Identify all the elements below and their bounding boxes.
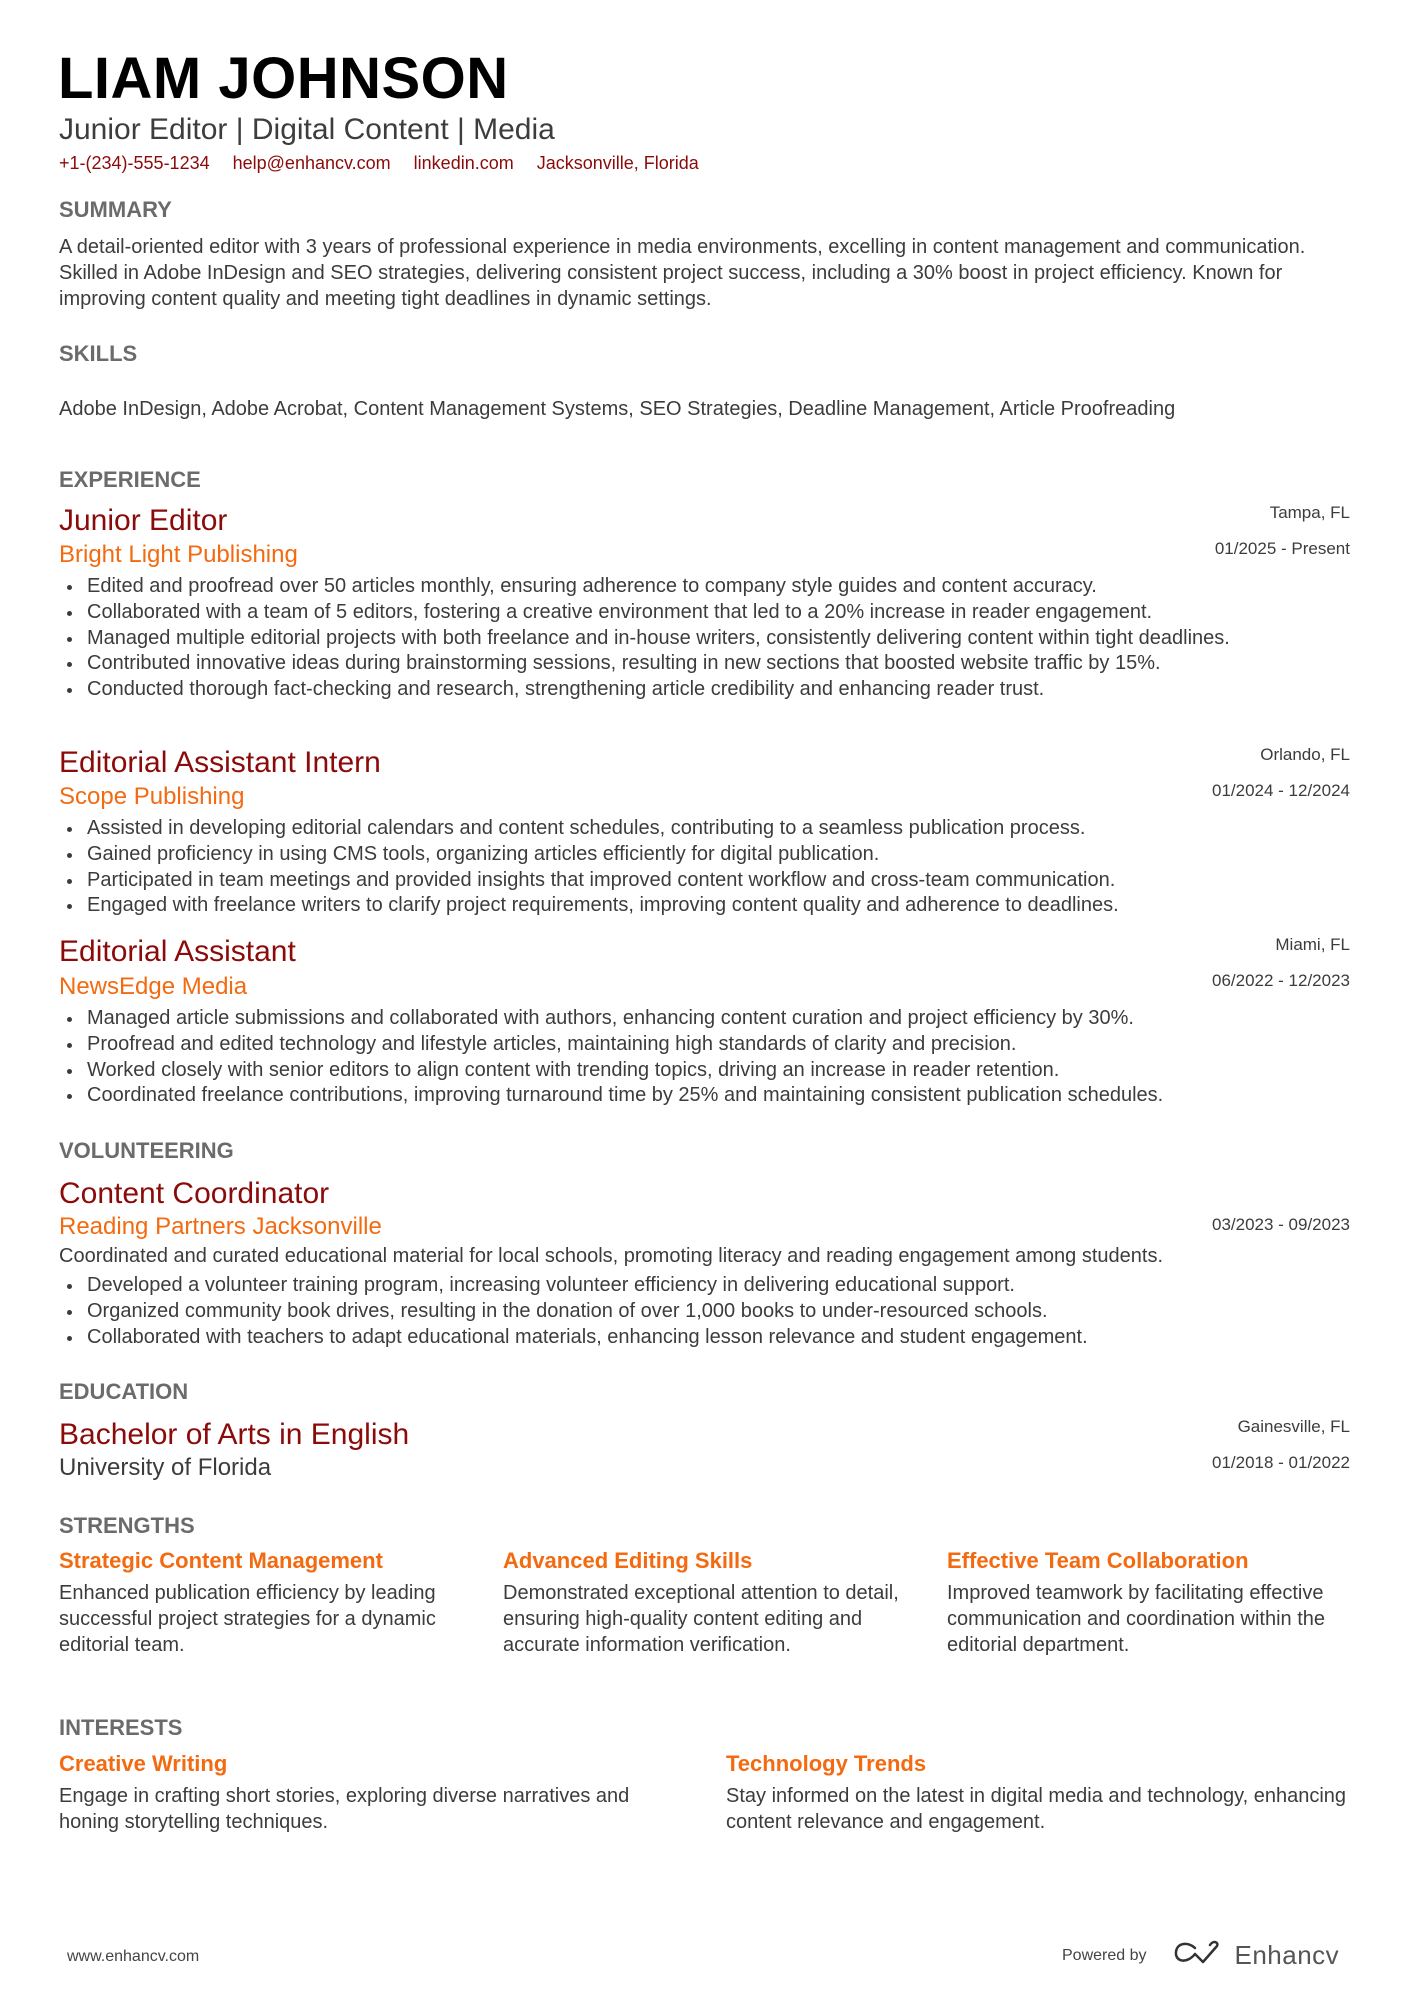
strength-title: Advanced Editing Skills — [503, 1548, 753, 1573]
powered-by — [1062, 1940, 1339, 1971]
strength-title: Strategic Content Management — [59, 1548, 383, 1573]
job-title: Junior Editor — [59, 504, 228, 537]
job-company: NewsEdge Media — [59, 973, 248, 1000]
skills-text: Adobe InDesign, Adobe Acrobat, Content Management Systems, SEO Strategies, Deadline Management, Article Proofreading — [59, 398, 1176, 420]
degree-title: Bachelor of Arts in English — [59, 1418, 410, 1451]
list-item: Assisted in developing editorial calendars and content schedules, contributing to a seamless publication process. — [59, 816, 1359, 842]
education-dates: 01/2018 - 01/2022 — [1211, 1453, 1350, 1472]
list-item: Contributed innovative ideas during brainstorming sessions, resulting in new sections that boosted website traffic by 15%. — [59, 651, 1359, 677]
strength-item — [59, 1547, 469, 1658]
list-item: Edited and proofread over 50 articles monthly, ensuring adherence to company style guides and content accuracy. — [59, 574, 1359, 600]
list-item: Developed a volunteer training program, increasing volunteer efficiency in delivering educational support. — [59, 1273, 1359, 1299]
job-location: Miami, FL — [1275, 935, 1350, 954]
list-item: Collaborated with teachers to adapt educational materials, enhancing lesson relevance and student engagement. — [59, 1325, 1359, 1351]
school-name: University of Florida — [59, 1454, 272, 1481]
interest-item — [726, 1750, 1356, 1836]
job-title: Editorial Assistant — [59, 935, 296, 968]
list-item: Gained proficiency in using CMS tools, organizing articles efficiently for digital publication. — [59, 842, 1359, 868]
volunteer-role: Content Coordinator — [59, 1177, 330, 1210]
volunteer-organization: Reading Partners Jacksonville — [59, 1213, 382, 1240]
contact-info — [59, 151, 717, 175]
list-item: Managed multiple editorial projects with both freelance and in-house writers, consistently delivering content within tight deadlines. — [59, 626, 1359, 652]
strength-title: Effective Team Collaboration — [947, 1548, 1249, 1573]
volunteer-bullets — [59, 1273, 1359, 1350]
interest-title: Technology Trends — [726, 1751, 927, 1776]
enhancv-logo-icon — [1173, 1940, 1223, 1971]
job-location: Tampa, FL — [1269, 503, 1350, 522]
strength-description: Enhanced publication efficiency by leading successful project strategies for a dynamic editorial team. — [59, 1582, 436, 1656]
location-text: Jacksonville, Florida — [536, 153, 699, 173]
linkedin-link[interactable]: linkedin.com — [413, 153, 514, 173]
interest-title: Creative Writing — [59, 1751, 228, 1776]
list-item: Managed article submissions and collaborated with authors, enhancing content curation and project efficiency by 30%. — [59, 1006, 1359, 1032]
list-item: Coordinated freelance contributions, improving turnaround time by 25% and maintaining consistent publication schedules. — [59, 1083, 1359, 1109]
candidate-headline: Junior Editor | Digital Content | Media — [59, 113, 555, 146]
interest-description: Stay informed on the latest in digital media and technology, enhancing content relevance and engagement. — [726, 1785, 1347, 1833]
experience-heading: EXPERIENCE — [59, 467, 201, 492]
volunteer-description: Coordinated and curated educational material for local schools, promoting literacy and reading engagement among students. — [59, 1245, 1164, 1267]
job-title: Editorial Assistant Intern — [59, 746, 381, 779]
list-item: Proofread and edited technology and lifestyle articles, maintaining high standards of clarity and precision. — [59, 1032, 1359, 1058]
interest-item — [59, 1750, 689, 1836]
list-item: Participated in team meetings and provided insights that improved content workflow and cross-team communication. — [59, 868, 1359, 894]
interest-description: Engage in crafting short stories, exploring diverse narratives and honing storytelling techniques. — [59, 1785, 630, 1833]
list-item: Collaborated with a team of 5 editors, fostering a creative environment that led to a 20% increase in reader engagement. — [59, 600, 1359, 626]
enhancv-brand-name: Enhancv — [1234, 1940, 1340, 1970]
job-location: Orlando, FL — [1260, 745, 1350, 764]
volunteer-dates: 03/2023 - 09/2023 — [1211, 1215, 1350, 1234]
job-bullets — [59, 816, 1359, 919]
summary-text: A detail-oriented editor with 3 years of professional experience in media environments, excelling in content management and communication. Skilled in Adobe InDesign and SEO strategies, delivering consistent project success, including a 30% boost in project efficiency. Known for improving content quality and meeting tight deadlines in dynamic settings. — [59, 236, 1306, 310]
job-company: Scope Publishing — [59, 783, 245, 810]
list-item: Organized community book drives, resulting in the donation of over 1,000 books to under-resourced schools. — [59, 1299, 1359, 1325]
education-heading: EDUCATION — [59, 1379, 189, 1404]
list-item: Engaged with freelance writers to clarify project requirements, improving content quality and adherence to deadlines. — [59, 893, 1359, 919]
footer-website-link[interactable]: www.enhancv.com — [67, 1948, 200, 1965]
job-bullets — [59, 1006, 1359, 1109]
candidate-name: LIAM JOHNSON — [58, 46, 509, 111]
skills-heading: SKILLS — [59, 341, 138, 366]
powered-by-label: Powered by — [1062, 1946, 1147, 1964]
list-item: Worked closely with senior editors to align content with trending topics, driving an increase in reader retention. — [59, 1058, 1359, 1084]
job-bullets — [59, 574, 1359, 703]
list-item: Conducted thorough fact-checking and research, strengthening article credibility and enhancing reader trust. — [59, 677, 1359, 703]
education-location: Gainesville, FL — [1237, 1417, 1350, 1436]
summary-heading: SUMMARY — [59, 197, 172, 222]
volunteering-heading: VOLUNTEERING — [59, 1138, 234, 1163]
job-dates: 01/2025 - Present — [1214, 539, 1350, 558]
job-company: Bright Light Publishing — [59, 541, 298, 568]
strength-item — [947, 1547, 1357, 1658]
strengths-heading: STRENGTHS — [59, 1513, 195, 1538]
job-dates: 01/2024 - 12/2024 — [1211, 781, 1350, 800]
strength-description: Improved teamwork by facilitating effective communication and coordination within the editorial department. — [947, 1582, 1325, 1656]
job-dates: 06/2022 - 12/2023 — [1211, 971, 1350, 990]
strength-item — [503, 1547, 913, 1658]
strength-description: Demonstrated exceptional attention to detail, ensuring high-quality content editing and accurate information verification. — [503, 1582, 899, 1656]
email-link[interactable]: help@enhancv.com — [232, 153, 391, 173]
phone-link[interactable]: +1-(234)-555-1234 — [59, 153, 210, 173]
interests-heading: INTERESTS — [59, 1715, 183, 1740]
